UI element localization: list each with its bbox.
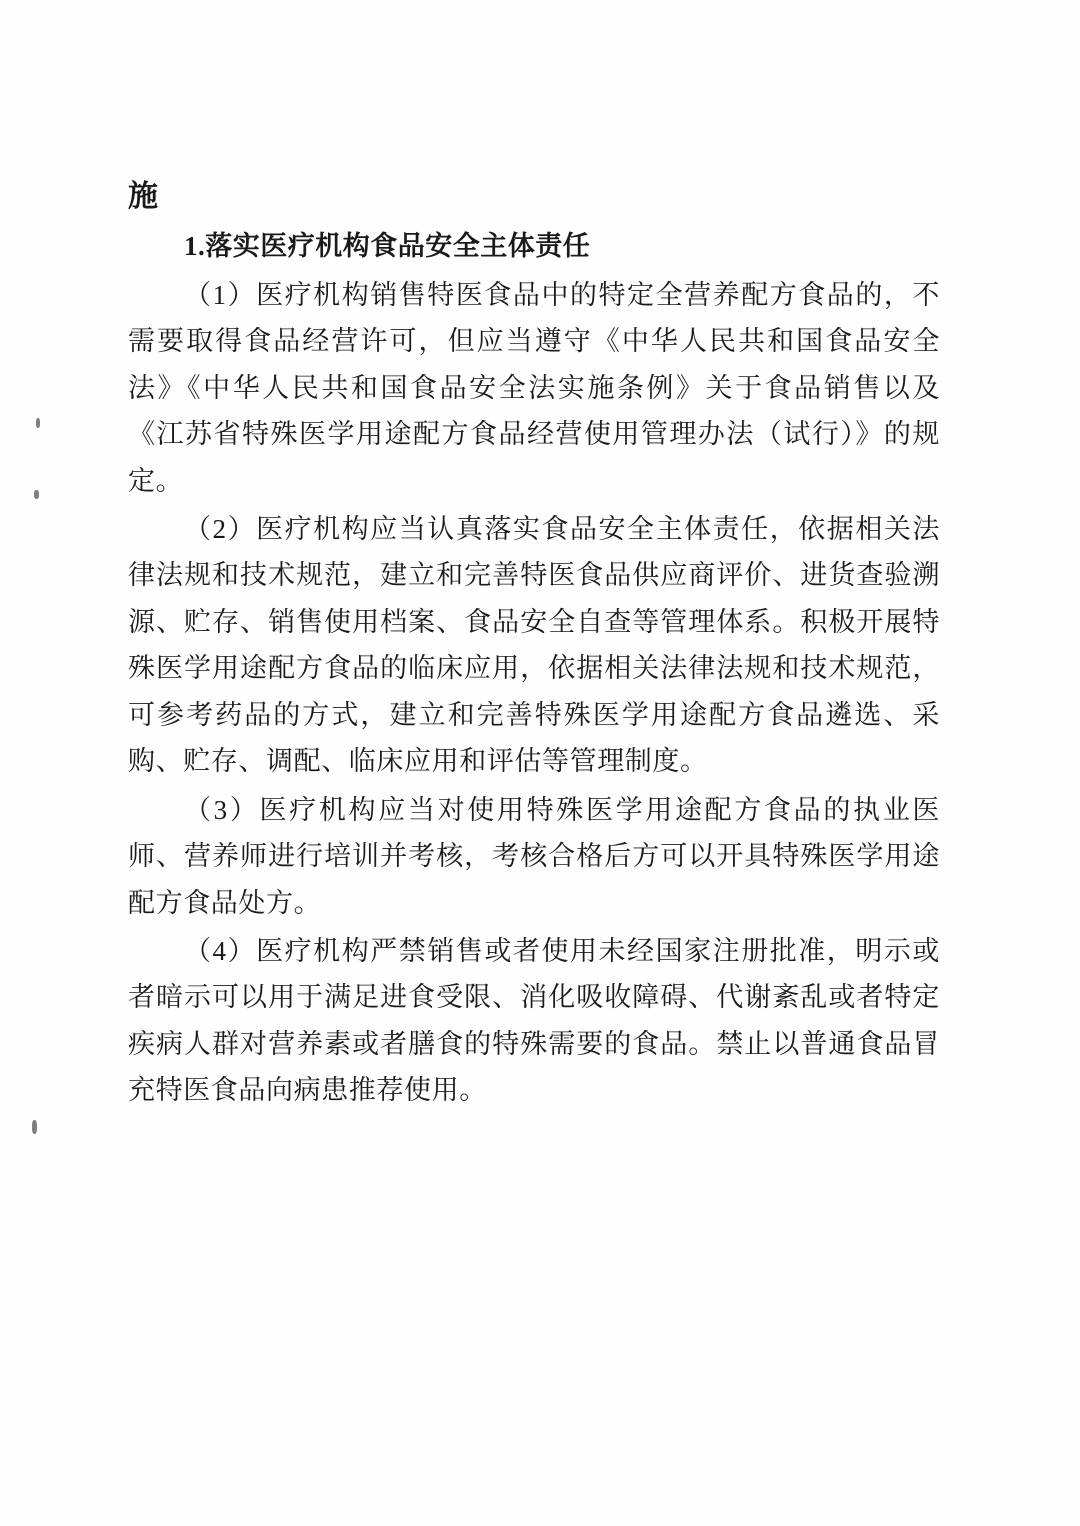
scan-speckle: [34, 490, 39, 499]
scan-speckle: [32, 1120, 37, 1134]
paragraph-2: （2）医疗机构应当认真落实食品安全主体责任，依据相关法律法规和技术规范，建立和完善特医食品供应商评价、进货查验溯源、贮存、销售使用档案、食品安全自查等管理体系。积极开展特殊医学用途配方食品的临床应用，依据相关法律法规和技术规范，可参考药品的方式，建立和完善特殊医学用途配方食品遴选、采购、贮存、调配、临床应用和评估等管理制度。: [128, 514, 940, 777]
document-text-body: [128, 182, 940, 1116]
continuation-character: 施: [128, 180, 159, 213]
paragraph-4: （4）医疗机构严禁销售或者使用未经国家注册批准，明示或者暗示可以用于满足进食受限、消化吸收障碍、代谢紊乱或者特定疾病人群对营养素或者膳食的特殊需要的食品。禁止以普通食品冒充特医食品向病患推荐使用。: [128, 935, 940, 1106]
paragraph-3: （3）医疗机构应当对使用特殊医学用途配方食品的执业医师、营养师进行培训并考核，考核合格后方可以开具特殊医学用途配方食品处方。: [128, 794, 940, 918]
paragraph-1: （1）医疗机构销售特医食品中的特定全营养配方食品的，不需要取得食品经营许可，但应当遵守《中华人民共和国食品安全法》《中华人民共和国食品安全法实施条例》关于食品销售以及《江苏省特殊医学用途配方食品经营使用管理办法（试行）》的规定。: [128, 279, 940, 496]
section-heading: 1.落实医疗机构食品安全主体责任: [184, 231, 591, 261]
scan-speckle: [36, 418, 40, 428]
